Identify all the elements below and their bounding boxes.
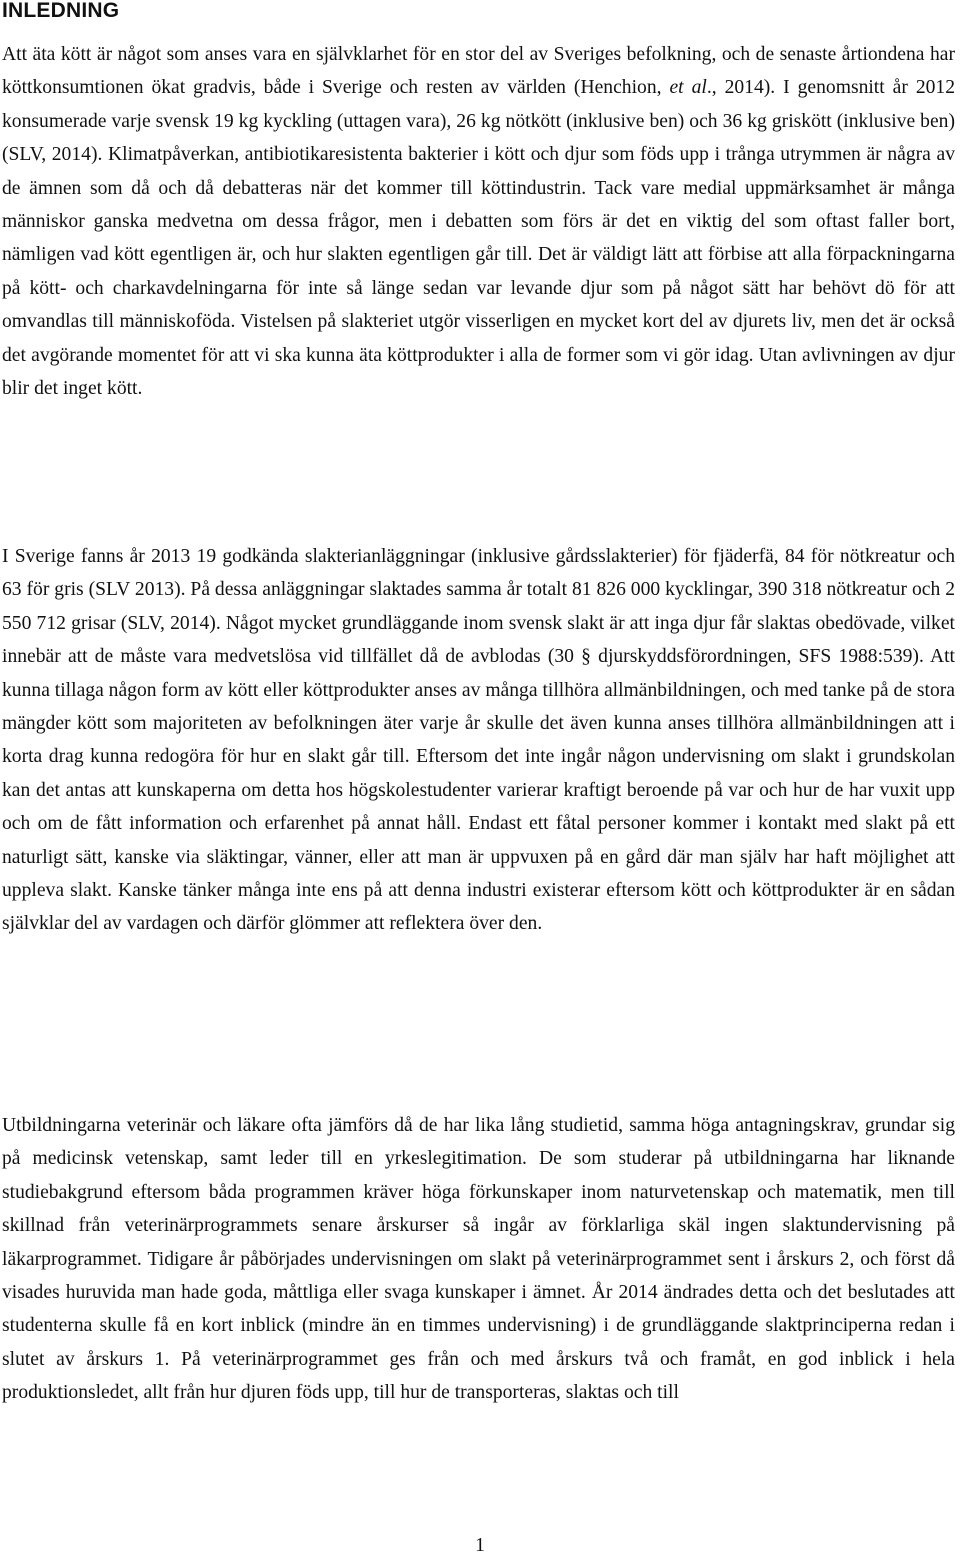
paragraph-2: I Sverige fanns år 2013 19 godkända slakterianläggningar (inklusive gårdsslakterier) för fjäderfä, 84 för nötkreatur och 63 för gris (SLV 2013). På dessa anläggningar slaktades samma år totalt 81 826 000 kycklingar, 390 318 nötkreatur och 2 550 712 grisar (SLV, 2014). Något mycket grundläggande inom svensk slakt är att inga djur får slaktas obedövade, vilket innebär att de måste vara medvetslösa vid tillfället då de avblodas (30 § djurskyddsförordningen, SFS 1988:539). Att kunna tillaga någon form av kött eller köttprodukter anses av många tillhöra allmänbildningen, och med tanke på de stora mängder kött som majoriteten av befolkningen äter varje år skulle det även kunna anses tillhöra allmänbildningen att i korta drag kunna redogöra för hur en slakt går till. Eftersom det inte ingår någon undervisning om slakt i grundskolan kan det antas att kunskaperna om detta hos högskolestudenter varierar kraftigt beroende på var och hur de har vuxit upp och om de fått information och erfarenhet på annat håll. Endast ett fåtal personer kommer i kontakt med slakt på ett naturligt sätt, kanske via släktingar, vänner, eller att man är uppvuxen på en gård där man själv har haft möjlighet att uppleva slakt. Kanske tänker många inte ens på att denna industri existerar eftersom kött och köttprodukter är en sådan självklar del av vardagen och därför glömmer att reflektera över den. xyxy=(2,546,955,935)
paragraph-1-text-start: Att äta kött är något som anses vara en självklarhet för en stor del av Sveriges befolkning, och de senaste årtiondena har köttkonsumtionen ökat gradvis, både i Sverige och resten av världen (Henchion, xyxy=(2,44,955,99)
paragraph-1-italic-citation: et al xyxy=(669,77,707,99)
paragraph-1-text-end: ., 2014). I genomsnitt år 2012 konsumerade varje svensk 19 kg kyckling (uttagen vara), 26 kg nötkött (inklusive ben) och 36 kg griskött (inklusive ben) (SLV, 2014). Klimatpåverkan, antibiotikaresistenta bakterier i kött och djur som föds upp i trånga utrymmen är några av de ämnen som då och då debatteras när det kommer till köttindustrin. Tack vare medial uppmärksamhet är många människor ganska medvetna om dessa frågor, men i debatten som förs är det en viktig del som oftast faller bort, nämligen vad kött egentligen är, och hur slakten egentligen går till. Det är väldigt lätt att förbise att alla förpackningarna på kött- och charkavdelningarna för inte så länge sedan var levande djur som på något sätt har behövt dö för att omvandlas till människoföda. Vistelsen på slakteriet utgör visserligen en mycket kort del av djurets liv, men det är också det avgörande momentet för att vi ska kunna äta köttprodukter i alla de former som vi gör idag. Utan avlivningen av djur blir det inget kött. xyxy=(2,77,956,400)
paragraph-1 xyxy=(2,38,955,405)
paragraph-3: Utbildningarna veterinär och läkare ofta jämförs då de har lika lång studietid, samma höga antagningskrav, grundar sig på medicinsk vetenskap, samt leder till en yrkeslegitimation. De som studerar på utbildningarna har liknande studiebakgrund eftersom båda programmen kräver höga förkunskaper inom naturvetenskap och matematik, men till skillnad från veterinärprogrammets senare årskurser så ingår av förklarliga skäl ingen slaktundervisning på läkarprogrammet. Tidigare år påbörjades undervisningen om slakt på veterinärprogrammet sent i årskurs 2, och först då visades huruvida man hade goda, måttliga eller svaga kunskaper i ämnet. År 2014 ändrades detta och det beslutades att studenterna skulle få en kort inblick (mindre än en timmes undervisning) i de grundläggande slaktprinciperna redan i slutet av årskurs 1. På veterinärprogrammet ges från och med årskurs två och framåt, en god inblick i hela produktionsledet, allt från hur djuren föds upp, till hur de transporteras, slaktas och till xyxy=(2,1115,955,1404)
section-heading: INLEDNING xyxy=(2,0,120,22)
page-number: 1 xyxy=(475,1535,485,1556)
